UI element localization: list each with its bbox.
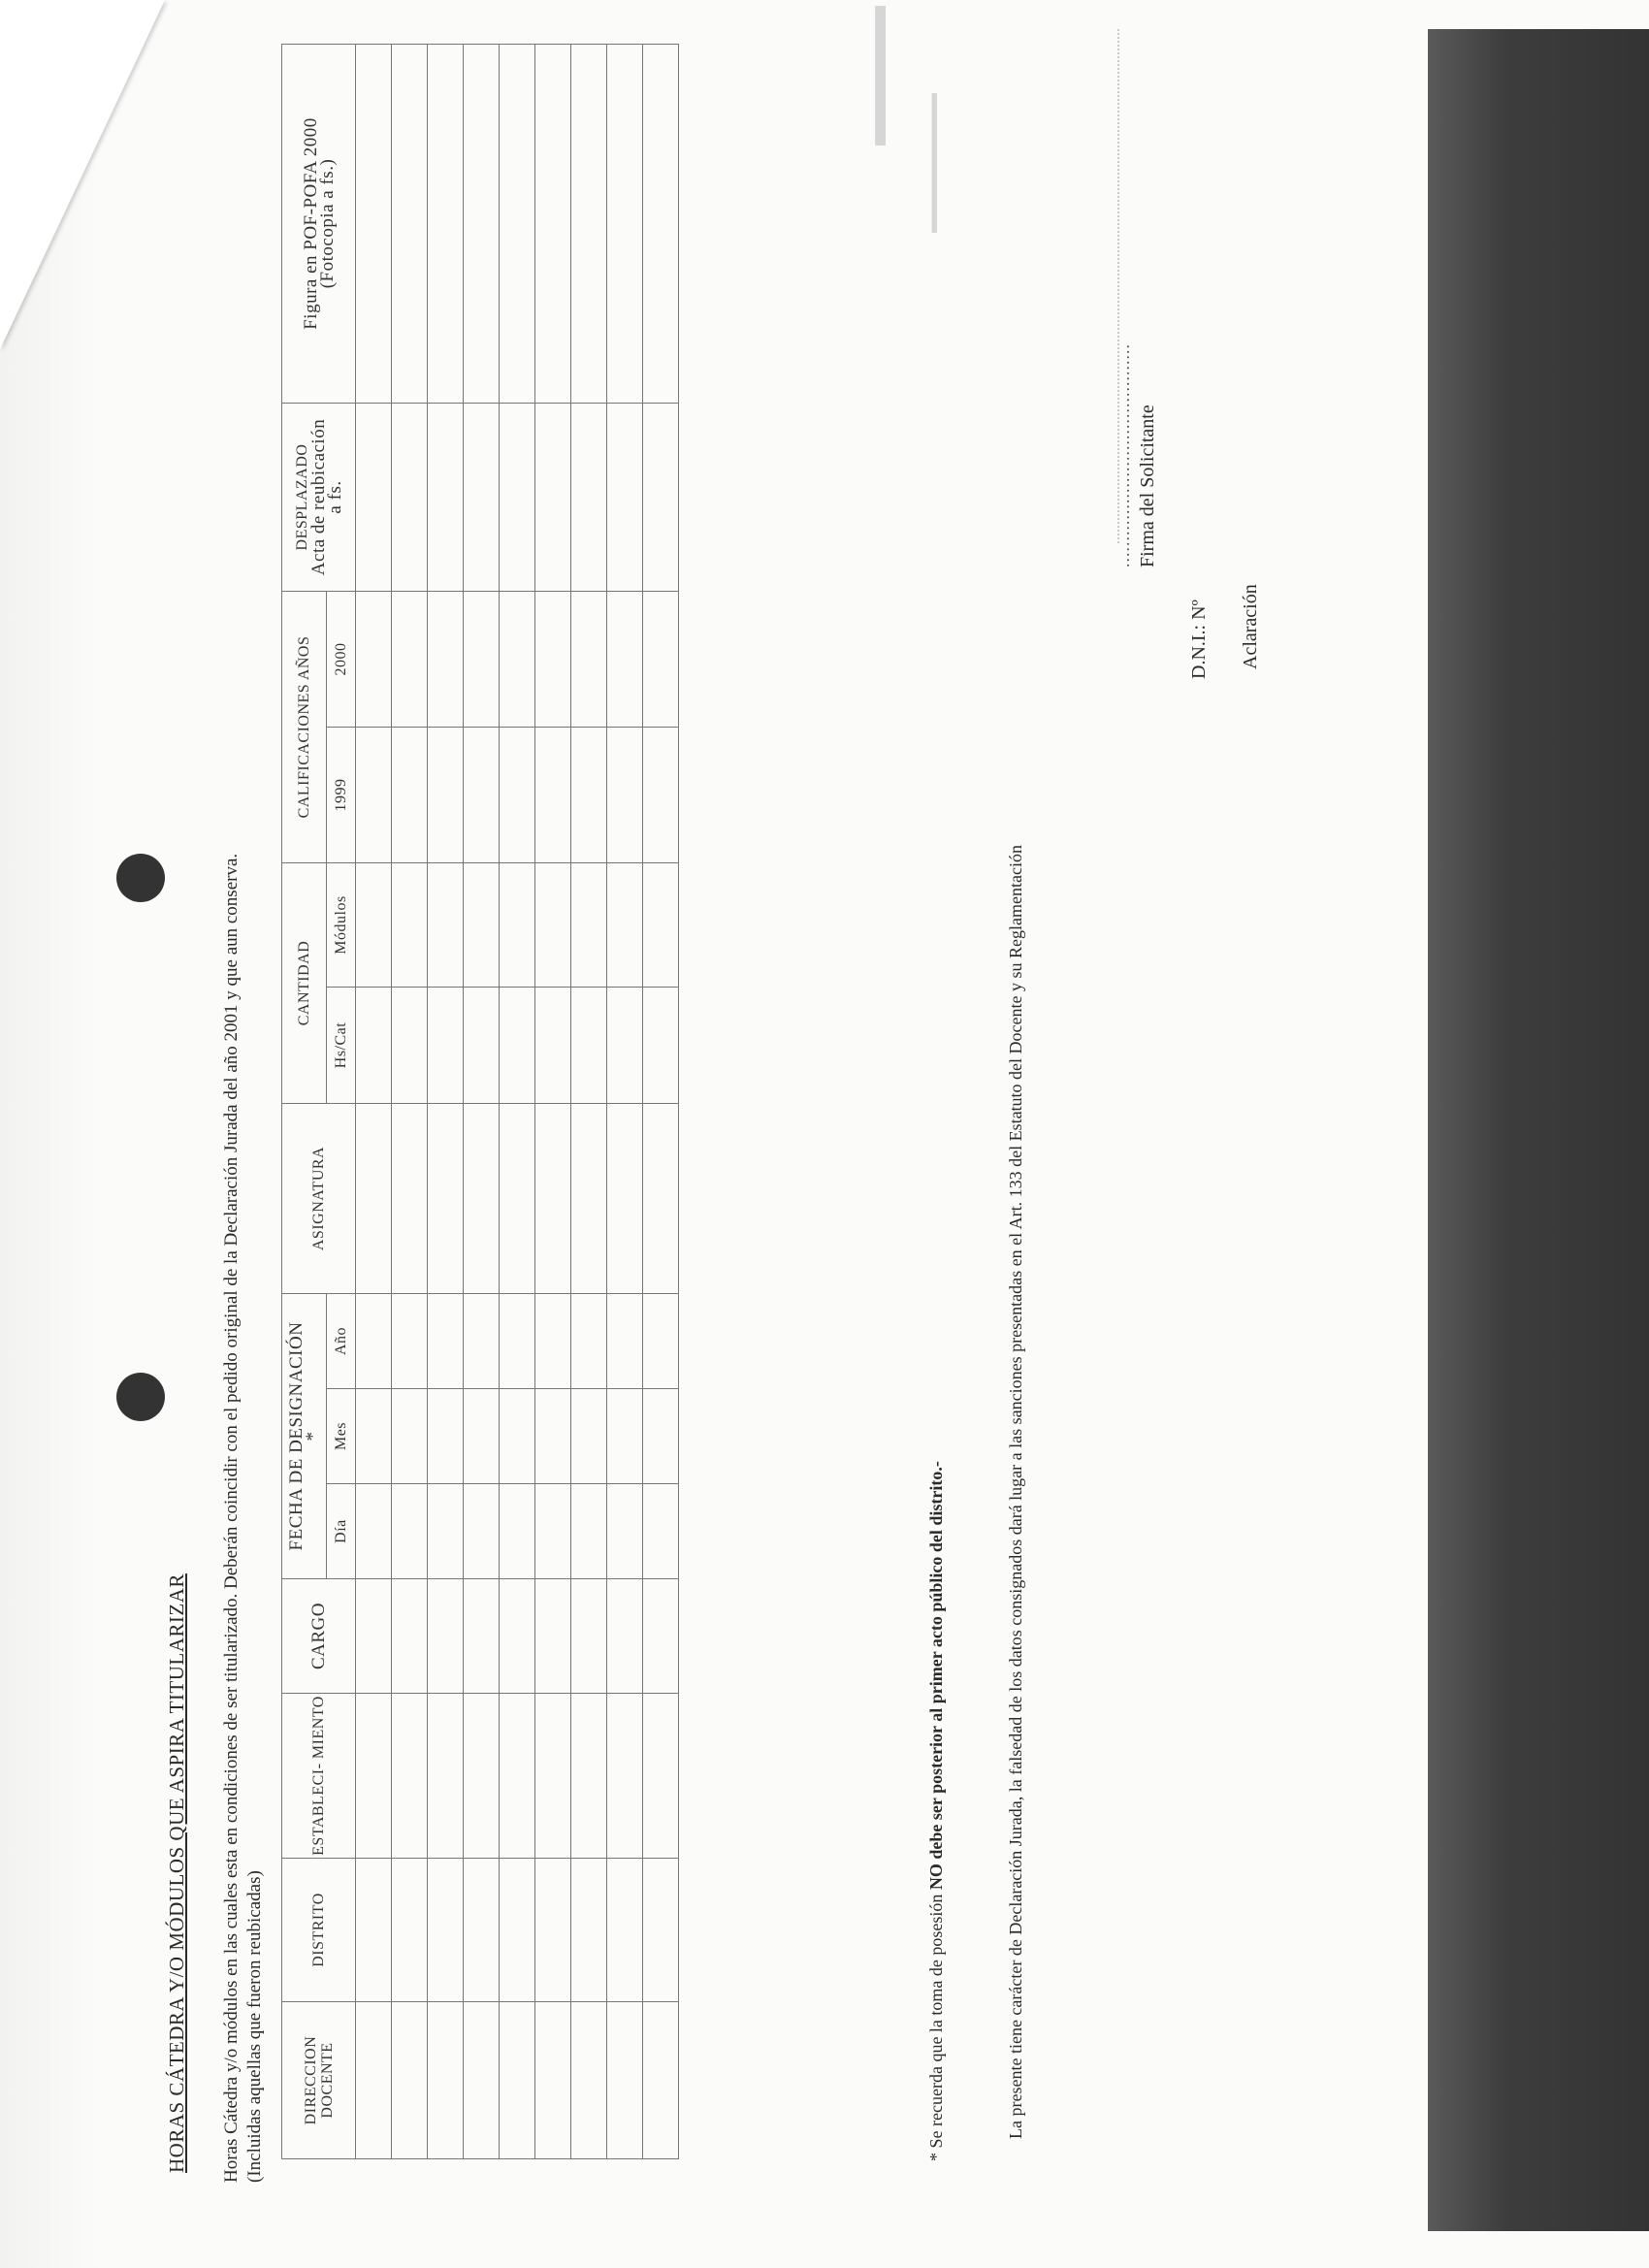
table-cell[interactable] [571,1294,607,1389]
table-row [643,44,679,2158]
punch-hole-top [116,854,165,902]
table-cell[interactable] [500,1389,535,1484]
table-cell[interactable] [535,591,571,727]
header-desplazado [282,403,356,591]
table-cell[interactable] [571,1389,607,1484]
table-cell[interactable] [607,862,643,987]
table-cell[interactable] [356,403,392,591]
header-fecha-asterisk: * [302,1431,323,1442]
header-hs-cat: Hs/Cat [327,988,356,1104]
table-cell[interactable] [500,727,535,862]
table-cell[interactable] [607,1859,643,2002]
table-cell[interactable] [356,44,392,403]
table-cell[interactable] [356,988,392,1104]
table-cell[interactable] [464,1484,500,1579]
aclaracion-label: Aclaración [1240,584,1261,669]
header-anio: Año [327,1294,356,1389]
table-cell[interactable] [392,862,428,987]
table-cell[interactable] [535,403,571,591]
table-cell[interactable] [535,1294,571,1389]
table-cell[interactable] [392,1389,428,1484]
table-cell[interactable] [428,1859,464,2002]
table-cell[interactable] [464,1859,500,2002]
header-fotocopia: (Fotocopia a fs.) [316,158,338,289]
table-cell[interactable] [356,1579,392,1694]
table-cell[interactable] [571,1694,607,1859]
table-cell[interactable] [607,403,643,591]
table-cell[interactable] [500,1294,535,1389]
table-cell[interactable] [643,1859,679,2002]
table-cell[interactable] [535,1694,571,1859]
table-cell[interactable] [500,44,535,403]
table-cell[interactable] [392,403,428,591]
header-1999: 1999 [327,727,356,862]
table-cell[interactable] [607,1294,643,1389]
dni-label: D.N.I.: Nº [1188,599,1210,679]
table-cell[interactable] [535,988,571,1104]
table-cell[interactable] [428,727,464,862]
table-cell[interactable] [535,862,571,987]
table-cell[interactable] [607,1389,643,1484]
table-cell[interactable] [571,2002,607,2159]
table-cell[interactable] [571,591,607,727]
table-cell[interactable] [535,1104,571,1294]
table-cell[interactable] [392,1579,428,1694]
header-figura-pof [282,44,356,403]
table-cell[interactable] [356,1859,392,2002]
header-dia: Día [327,1484,356,1579]
intro-text: Horas Cátedra y/o módulos en las cuales esta en condiciones de ser titularizado. Deberán coincidir con el pedido original de la Declaración Jurada del año 2001 y que aun conserva. [221,853,242,2183]
table-cell[interactable] [428,1389,464,1484]
table-cell[interactable] [500,591,535,727]
table-cell[interactable] [500,1859,535,2002]
table-row [500,44,535,2158]
table-cell[interactable] [392,1104,428,1294]
table-cell[interactable] [643,2002,679,2159]
table-cell[interactable] [643,44,679,403]
table-row [607,44,643,2158]
table-cell[interactable] [356,591,392,727]
table-cell[interactable] [428,2002,464,2159]
table-cell[interactable] [571,1579,607,1694]
table-cell[interactable] [643,1104,679,1294]
table-cell[interactable] [428,1579,464,1694]
table-cell[interactable] [500,403,535,591]
table-cell[interactable] [464,2002,500,2159]
table-cell[interactable] [392,1859,428,2002]
table-cell[interactable] [607,44,643,403]
table-cell[interactable] [464,1579,500,1694]
table-cell[interactable] [643,591,679,727]
table-row [392,44,428,2158]
scanner-edge-shadow [1428,29,1649,2231]
header-modulos: Módulos [327,862,356,987]
table-cell[interactable] [535,44,571,403]
header-desplazado-label: DESPLAZADO [294,443,310,551]
signature-line: .......................................... [1114,343,1133,567]
posesion-note-plain: * Se recuerda que la toma de posesión [926,1894,946,2161]
table-cell[interactable] [571,403,607,591]
table-cell[interactable] [643,1294,679,1389]
table-cell[interactable] [356,1389,392,1484]
table-cell[interactable] [607,1694,643,1859]
header-fecha-designacion [282,1294,327,1579]
table-cell[interactable] [500,2002,535,2159]
table-cell[interactable] [356,727,392,862]
table-cell[interactable] [464,1104,500,1294]
table-row [464,44,500,2158]
header-2000: 2000 [327,591,356,727]
table-cell[interactable] [535,1484,571,1579]
table-cell[interactable] [607,988,643,1104]
table-cell[interactable] [571,1859,607,2002]
table-row [356,44,392,2158]
table-cell[interactable] [428,403,464,591]
table-cell[interactable] [356,862,392,987]
table-cell[interactable] [392,2002,428,2159]
header-establecimiento: ESTABLECI- MIENTO [282,1694,356,1859]
header-mes: Mes [327,1389,356,1484]
table-cell[interactable] [356,1484,392,1579]
signature-label: Firma del Solicitante [1137,405,1158,567]
table-cell[interactable] [535,1859,571,2002]
table-row [535,44,571,2158]
table-cell[interactable] [464,403,500,591]
header-acta-reubicacion: Acta de reubicación [308,418,329,576]
declaracion-jurada-note: La presente tiene carácter de Declaración Jurada, la falsedad de los datos consignados dará lugar a las sanciones presentadas en el Art. 133 del Estatuto del Docente y su Reglamentación [1006,845,1025,2139]
table-cell[interactable] [571,727,607,862]
table-cell[interactable] [392,1694,428,1859]
table-cell[interactable] [500,1579,535,1694]
table-cell[interactable] [464,44,500,403]
table-cell[interactable] [535,1579,571,1694]
table-cell[interactable] [392,1294,428,1389]
table-row [571,44,607,2158]
table-row [428,44,464,2158]
table-cell[interactable] [356,2002,392,2159]
bleed-through-mark: ▬▬▬▬ [854,6,893,146]
header-cantidad: CANTIDAD [282,862,327,1103]
table-cell[interactable] [500,1484,535,1579]
table-cell[interactable] [392,591,428,727]
table-cell[interactable] [428,1484,464,1579]
header-calificaciones: CALIFICACIONES AÑOS [282,591,327,862]
table-cell[interactable] [607,1104,643,1294]
table-cell[interactable] [500,862,535,987]
table-cell[interactable] [535,1389,571,1484]
table-cell[interactable] [571,1104,607,1294]
table-cell[interactable] [643,1484,679,1579]
table-body [356,44,679,2158]
table-cell[interactable] [643,1389,679,1484]
header-cargo: CARGO [282,1579,356,1694]
posesion-note-bold: NO debe ser posterior al primer acto público del distrito.- [926,1461,946,1891]
table-cell[interactable] [428,591,464,727]
table-cell[interactable] [428,1104,464,1294]
intro-text-parenthetical: (Incluidas aquellas que fueron reubicadas) [244,1870,265,2183]
table-cell[interactable] [607,1579,643,1694]
table-cell[interactable] [356,1694,392,1859]
table-cell[interactable] [571,988,607,1104]
header-figura-label: Figura en POF-POFA 2000 [300,117,321,330]
folded-corner [0,0,165,349]
table-cell[interactable] [500,1104,535,1294]
table-cell[interactable] [428,1694,464,1859]
header-direccion-docente: DIRECCION DOCENTE [282,2002,356,2159]
posesion-note [926,1461,947,2161]
table-cell[interactable] [356,1294,392,1389]
scan-dotted-line [1117,29,1119,543]
table-cell[interactable] [392,988,428,1104]
table-cell[interactable] [607,2002,643,2159]
table-cell[interactable] [464,862,500,987]
punch-hole-bottom [116,1373,165,1421]
table-cell[interactable] [643,1694,679,1859]
table-cell[interactable] [464,1389,500,1484]
table-cell[interactable] [464,727,500,862]
table-cell[interactable] [607,727,643,862]
bleed-through-mark: ▬▬▬▬▬▬▬▬ [922,93,941,233]
table-cell[interactable] [571,862,607,987]
header-distrito: DISTRITO [282,1859,356,2002]
table-cell[interactable] [643,1579,679,1694]
table-cell[interactable] [428,862,464,987]
table-cell[interactable] [392,1484,428,1579]
table-cell[interactable] [500,1694,535,1859]
header-acta-afs: a fs. [325,480,345,514]
designation-table [281,44,679,2159]
table-cell[interactable] [428,1294,464,1389]
table-cell[interactable] [535,2002,571,2159]
table-cell[interactable] [500,988,535,1104]
table-cell[interactable] [535,727,571,862]
table-cell[interactable] [464,988,500,1104]
table-cell[interactable] [356,1104,392,1294]
table-cell[interactable] [643,988,679,1104]
table-cell[interactable] [464,591,500,727]
table-cell[interactable] [643,727,679,862]
header-asignatura: ASIGNATURA [282,1104,356,1294]
table-cell[interactable] [428,988,464,1104]
table-cell[interactable] [607,591,643,727]
table-cell[interactable] [464,1294,500,1389]
table-cell[interactable] [464,1694,500,1859]
table-cell[interactable] [392,727,428,862]
table-cell[interactable] [428,44,464,403]
header-fecha-designacion-label: FECHA DE DESIGNACIÓN [285,1321,307,1551]
table-cell[interactable] [571,1484,607,1579]
table-cell[interactable] [607,1484,643,1579]
table-cell[interactable] [571,44,607,403]
table-cell[interactable] [643,862,679,987]
page-title: HORAS CÁTEDRA Y/O MÓDULOS QUE ASPIRA TITULARIZAR [165,1573,188,2173]
table-cell[interactable] [643,403,679,591]
table-cell[interactable] [392,44,428,403]
